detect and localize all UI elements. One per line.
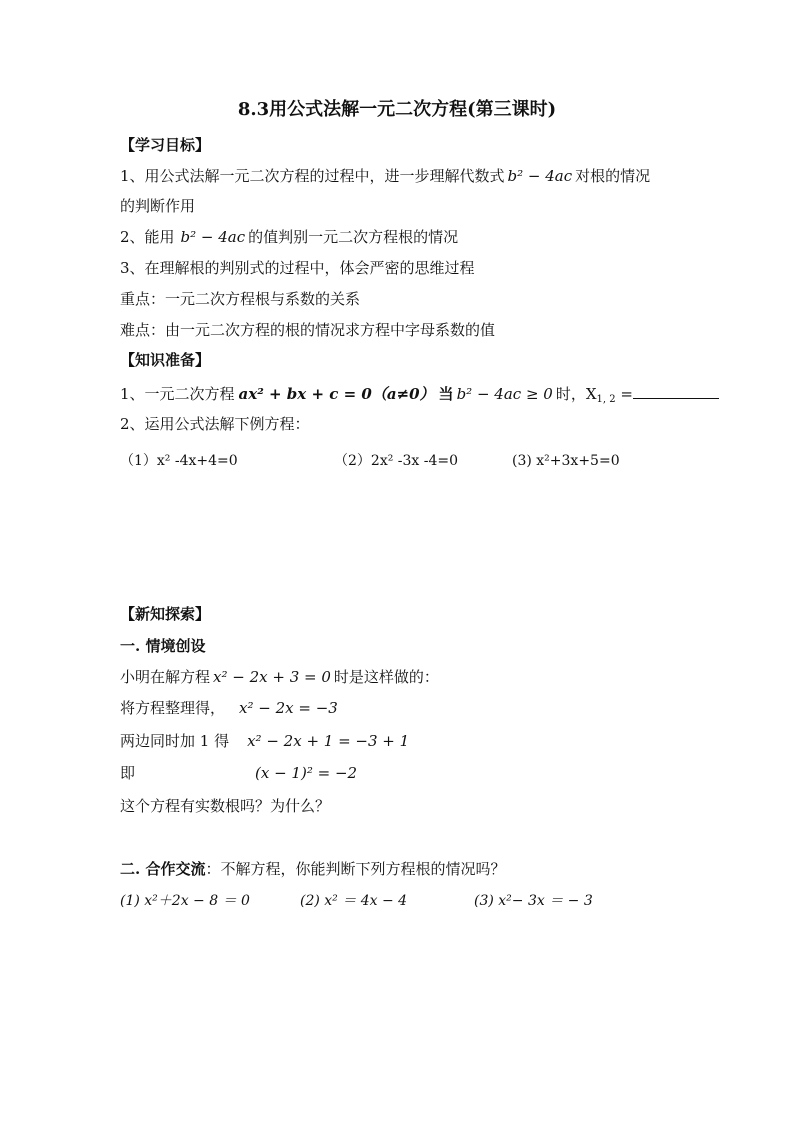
- objective-1-text-end: 对根的情况: [575, 167, 651, 185]
- roots-subscript: 1, 2: [596, 394, 616, 405]
- scenario-line-2-equation: x² − 2x = −3: [239, 699, 338, 717]
- scenario-equation: x² − 2x + 3 = 0: [213, 668, 331, 686]
- scenario-line-1-end: 时是这样做的：: [333, 668, 439, 686]
- scenario-line-3-equation: x² − 2x + 1 = −3 + 1: [247, 732, 410, 750]
- objectives-heading: 【学习目标】: [120, 136, 211, 154]
- section-cooperation: [120, 859, 505, 879]
- scenario-question: 这个方程有实数根吗？为什么？: [120, 797, 331, 815]
- objective-1: [120, 166, 650, 186]
- roots-equals: =: [615, 385, 633, 403]
- scenario-line-1-text: 小明在解方程: [120, 668, 211, 686]
- exercise-equation-3: (3) x²+3x+5=0: [512, 453, 620, 469]
- scenario-line-3-text: 两边同时加 1 得: [120, 732, 230, 750]
- answer-blank: [633, 384, 719, 399]
- problem-equation-2: (2) x² ＝ 4x − 4: [300, 893, 408, 909]
- section-cooperation-title: 二. 合作交流: [120, 860, 206, 878]
- difficulty-point: 难点：由一元二次方程的根的情况求方程中字母系数的值: [120, 321, 496, 339]
- explore-heading: 【新知探索】: [120, 605, 211, 623]
- exercise-equation-1: （1）x² -4x+4=0: [120, 453, 238, 469]
- scenario-line-4-equation: (x − 1)² = −2: [255, 764, 358, 782]
- scenario-line-3: [120, 731, 409, 751]
- section-scenario: 一. 情境创设: [120, 637, 206, 655]
- objective-2-text-end: 的值判别一元二次方程根的情况: [248, 228, 459, 246]
- exercise-equation-2: （2）2x² -3x -4=0: [334, 453, 459, 469]
- preparation-item-2: 2、运用公式法解下例方程：: [120, 415, 310, 433]
- objective-2: [120, 227, 458, 247]
- scenario-line-4: [120, 763, 357, 783]
- roots-text: 时，X: [555, 385, 597, 403]
- key-point: 重点：一元二次方程根与系数的关系: [120, 290, 361, 308]
- preparation-heading: 【知识准备】: [120, 351, 211, 369]
- objective-1-expression: b² − 4ac: [507, 167, 573, 185]
- scenario-line-1: [120, 667, 439, 687]
- discriminant-condition: b² − 4ac ≥ 0: [456, 385, 553, 403]
- general-equation: ax² + bx + c = 0（a≠0）: [238, 385, 435, 403]
- when-text: 当: [438, 385, 454, 403]
- objective-1-text: 1、用公式法解一元二次方程的过程中，进一步理解代数式: [120, 167, 505, 185]
- problem-equation-1: (1) x²＋2x − 8 ＝ 0: [120, 893, 250, 909]
- objective-2-expression: b² − 4ac: [180, 228, 246, 246]
- objective-2-text: 2、能用: [120, 228, 175, 246]
- preparation-item-1-text: 1、一元二次方程: [120, 385, 235, 403]
- scenario-line-4-text: 即: [120, 764, 136, 782]
- objective-1-continued: 的判断作用: [120, 197, 196, 215]
- page-title: 8.3用公式法解一元二次方程(第三课时): [237, 99, 557, 120]
- scenario-line-2-text: 将方程整理得，: [120, 699, 226, 717]
- objective-3: 3、在理解根的判别式的过程中，体会严密的思维过程: [120, 259, 475, 277]
- section-cooperation-prompt: ：不解方程，你能判断下列方程根的情况吗？: [205, 860, 506, 878]
- scenario-line-2: [120, 698, 338, 718]
- problem-equation-3: (3) x²− 3x ＝ − 3: [474, 893, 593, 909]
- preparation-item-1: [120, 384, 719, 410]
